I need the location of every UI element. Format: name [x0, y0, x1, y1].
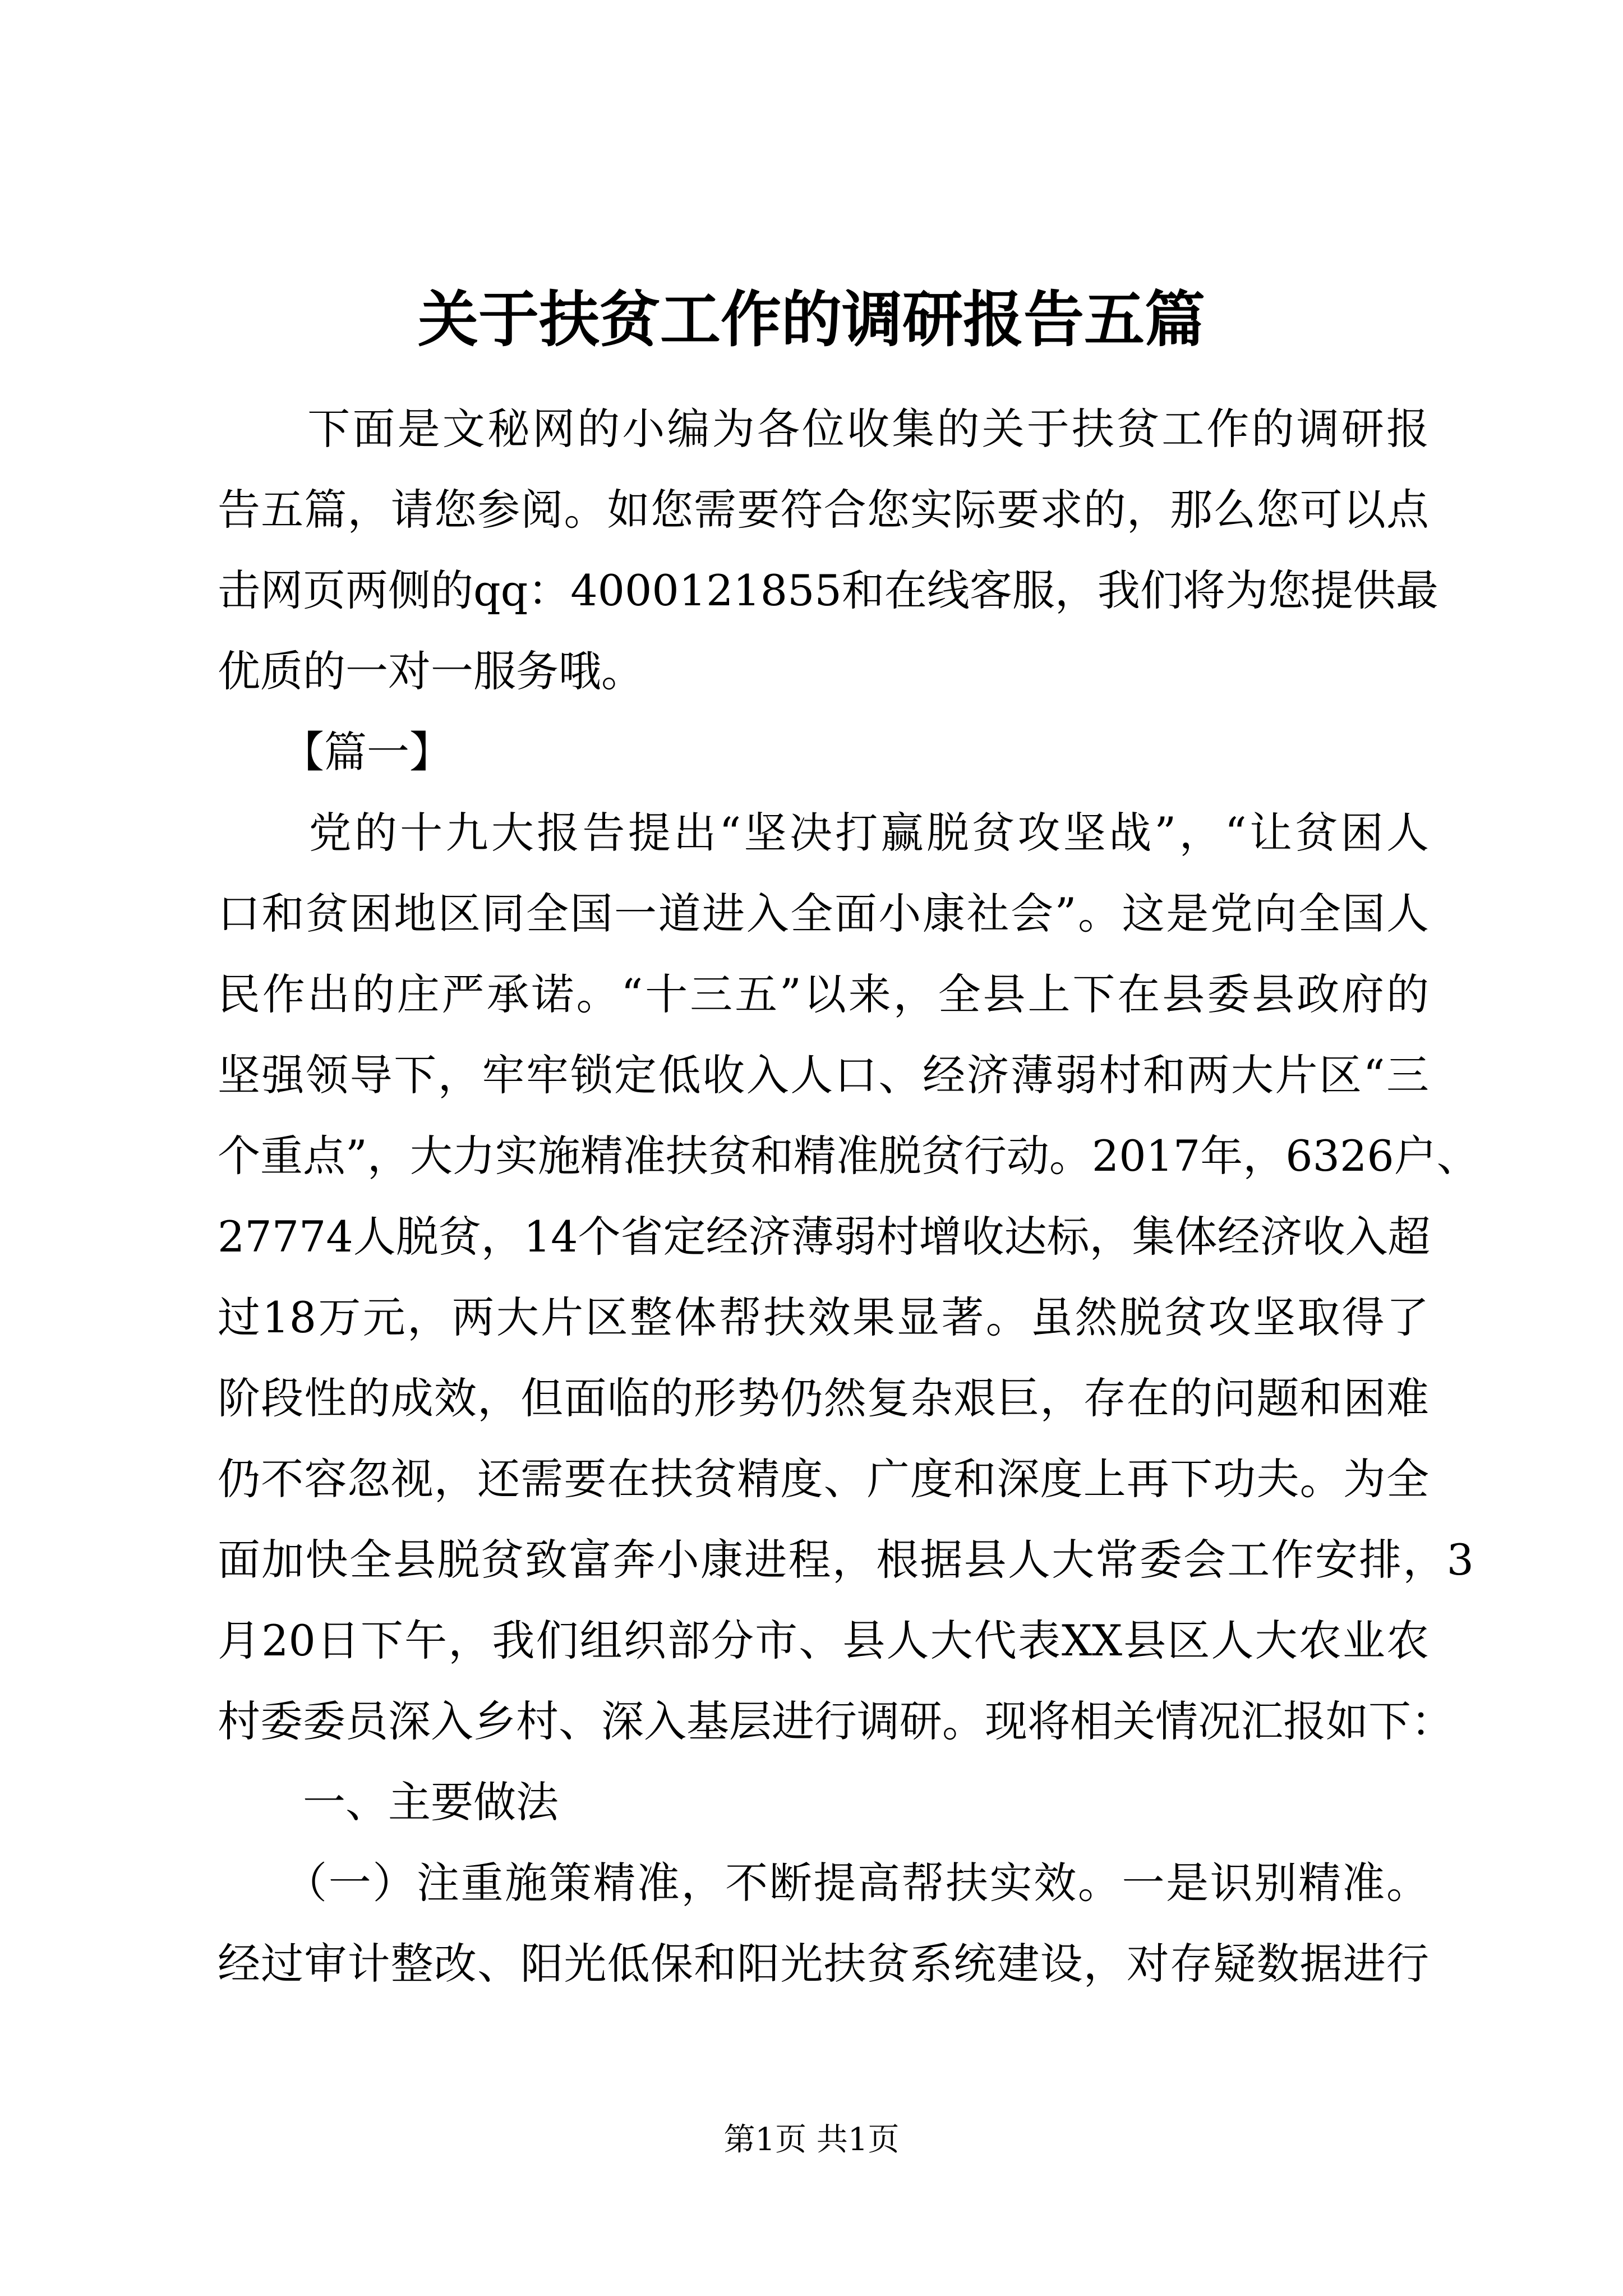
body-line: 民作出的庄严承诺。“十三五”以来，全县上下在县委县政府的	[218, 969, 1429, 1019]
body-line: 仍不容忽视，还需要在扶贫精度、广度和深度上再下功夫。为全	[218, 1454, 1429, 1504]
document-title: 关于扶贫工作的调研报告五篇	[417, 284, 1205, 355]
body-line: 坚强领导下，牢牢锁定低收入人口、经济薄弱村和两大片区“三	[218, 1050, 1429, 1100]
body-line: 经过审计整改、阳光低保和阳光扶贫系统建设，对存疑数据进行	[218, 1939, 1429, 1989]
section-heading: 一、主要做法	[218, 1777, 559, 1827]
body-line: 面加快全县脱贫致富奔小康进程，根据县人大常委会工作安排，3	[218, 1535, 1474, 1585]
body-line: 党的十九大报告提出“坚决打赢脱贫攻坚战”，“让贫困人	[218, 808, 1429, 858]
body-line: 过18万元，两大片区整体帮扶效果显著。虽然脱贫攻坚取得了	[218, 1292, 1429, 1342]
body-line: 口和贫困地区同全国一道进入全面小康社会”。这是党向全国人	[218, 889, 1429, 938]
body-line: 告五篇，请您参阅。如您需要符合您实际要求的，那么您可以点	[218, 485, 1429, 535]
body-line: （一）注重施策精准，不断提高帮扶实效。一是识别精准。	[218, 1858, 1429, 1908]
body-line: 月20日下午，我们组织部分市、县人大代表XX县区人大农业农	[218, 1616, 1429, 1665]
body-line: 村委委员深入乡村、深入基层进行调研。现将相关情况汇报如下：	[218, 1696, 1454, 1746]
body-line: 下面是文秘网的小编为各位收集的关于扶贫工作的调研报	[218, 404, 1429, 454]
page-footer: 第1页 共1页	[723, 2122, 900, 2158]
body-line: 个重点”，大力实施精准扶贫和精准脱贫行动。2017年，6326户、	[218, 1131, 1479, 1181]
section-heading: 【篇一】	[218, 727, 452, 777]
body-line: 击网页两侧的qq：4000121855和在线客服，我们将为您提供最	[218, 565, 1438, 615]
body-line: 优质的一对一服务哦。	[218, 646, 644, 696]
body-line: 阶段性的成效，但面临的形势仍然复杂艰巨，存在的问题和困难	[218, 1373, 1429, 1423]
body-line: 27774人脱贫，14个省定经济薄弱村增收达标，集体经济收入超	[218, 1212, 1431, 1262]
